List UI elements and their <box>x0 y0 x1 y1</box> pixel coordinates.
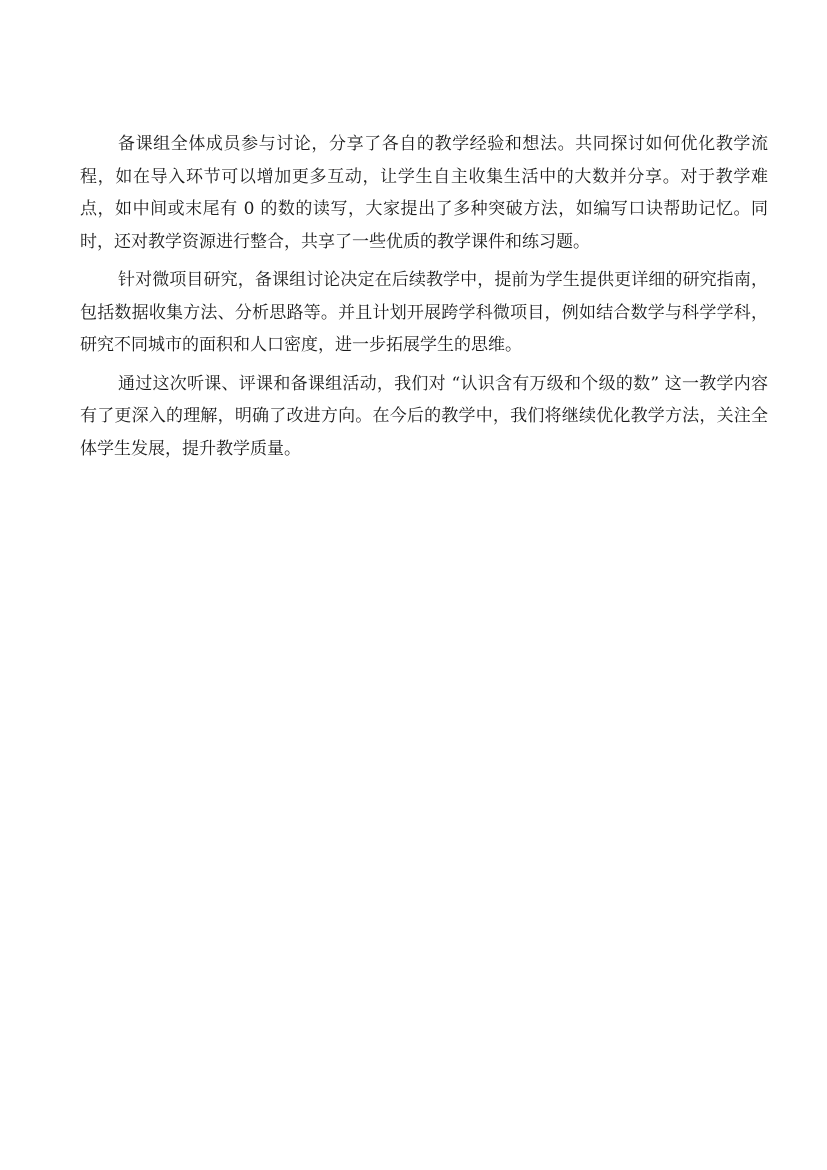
paragraph-micro-project: 针对微项目研究，备课组讨论决定在后续教学中，提前为学生提供更详细的研究指南，包括数据收集方法、分析思路等。并且计划开展跨学科微项目，例如结合数学与科学学科，研究不同城市的面积和人口密度，进一步拓展学生的思维。 <box>80 270 768 355</box>
paragraph-conclusion: 通过这次听课、评课和备课组活动，我们对 “认识含有万级和个级的数” 这一教学内容有了更深入的理解，明确了改进方向。在今后的教学中，我们将继续优化教学方法，关注全体学生发展，提升教学质量。 <box>80 373 768 459</box>
paragraph-lesson-discussion: 备课组全体成员参与讨论，分享了各自的教学经验和想法。共同探讨如何优化教学流程，如在导入环节可以增加更多互动，让学生自主收集生活中的大数并分享。对于教学难点，如中间或末尾有 0 的数的读写，大家提出了多种突破方法，如编写口诀帮助记忆。同时，还对教学资源进行整合，共享了一些优质的教学课件和练习题。 <box>80 134 768 252</box>
document-body <box>80 128 768 471</box>
